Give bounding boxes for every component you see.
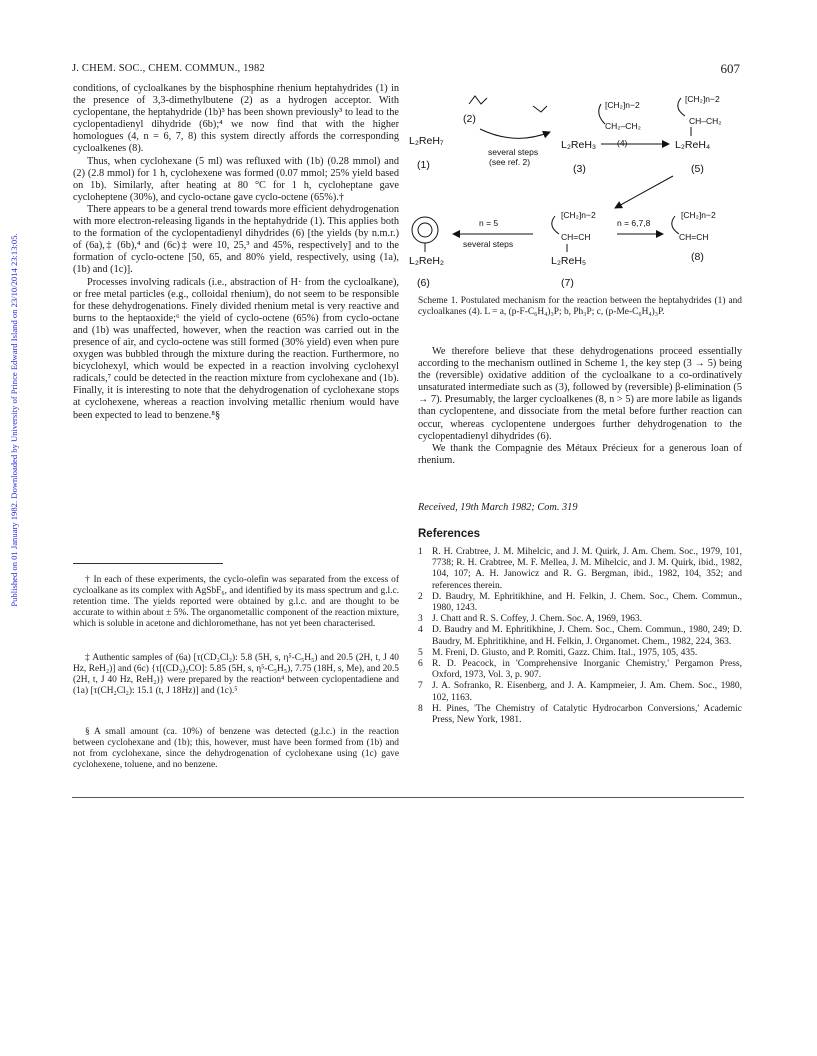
ring-7-arc (552, 216, 559, 234)
reference-text: R. D. Peacock, in 'Comprehensive Inorganic Chemistry,' Pergamon Press, Oxford, 1973, Vol. 3, p. 907. (432, 659, 742, 681)
ring-5-methylene: [CH₂]n−2 (685, 94, 720, 104)
footnote-dagger (73, 575, 399, 630)
compound-1-formula: L₂ReH₇ (409, 135, 444, 147)
several-steps-label-2: several steps (463, 239, 514, 249)
scheme-caption: Scheme 1. Postulated mechanism for the reaction between the heptahydrides (1) and cycloalkanes (4). L = a, (p-F-C₆H₄)₃P; b, Ph₃P; c, (p-Me-C₆H₄)₃P. (418, 296, 742, 317)
reference-item (418, 547, 742, 592)
compound-1-label: (1) (417, 159, 430, 171)
reference-number: 6 (418, 659, 423, 670)
several-steps-label-1: several steps (488, 147, 539, 157)
reference-item (418, 614, 742, 625)
reference-text: D. Baudry, M. Ephritikhine, and H. Felkin, J. Chem. Soc., Chem. Commun., 1980, 1243. (432, 591, 742, 614)
ring-8-arc (672, 216, 679, 234)
reference-text: J. Chatt and R. S. Coffey, J. Chem. Soc. A, 1969, 1963. (432, 614, 643, 625)
compound-3-formula: L₂ReH₃ (561, 139, 597, 151)
ring-5-bond: CH–CH₂ (689, 116, 722, 126)
right-column-body (418, 346, 742, 467)
compound-3-label: (3) (573, 163, 586, 175)
reference-text: H. Pines, 'The Chemistry of Catalytic Hydrocarbon Conversions,' Academic Press, New York, 1981. (432, 703, 742, 726)
reference-text: J. A. Sofranko, R. Eisenberg, and J. A. Kampmeier, J. Am. Chem. Soc., 1980, 102, 1163. (432, 681, 742, 703)
footnote-double-dagger-text: ‡ Authentic samples of (6a) [τ(CD₂Cl₂): 5.8 (5H, s, η⁵-C₅H₅) and 20.5 (2H, t, J 40 Hz, ReH₂)] and (6c) {τ[(CD₃)₂CO]: 5.85 (5H, s, η⁵-C₅H₅), 7.75 (18H, s, Me), and 20.5 (2H, t, J 40 Hz, ReH₂)} were prepared by the reaction⁴ between cyclopentadiene and (1a) [τ(CH₂Cl₂): 15.1 (t, J 18Hz)] and (1c).⁵ (73, 653, 399, 696)
paragraph-6: We thank the Compagnie des Métaux Précieux for a generous loan of rhenium. (418, 442, 742, 466)
n678-label: n = 6,7,8 (617, 218, 651, 228)
left-column-body (73, 83, 399, 422)
references-heading: References (418, 528, 481, 540)
page-header (72, 63, 740, 79)
reference-text: M. Freni, D. Giusto, and P. Romiti, Gazz. Chim. Ital., 1975, 105, 435. (432, 647, 698, 658)
download-watermark-text[interactable]: Published on 01 January 1982. Downloaded by University of Prince Edward Island on 23/10/2014 23:13:05. (9, 233, 19, 607)
references-list (418, 547, 742, 726)
compound-7-formula: L₂ReH₅ (551, 255, 587, 267)
ring-4-bond: CH₂–CH₂ (605, 121, 641, 131)
ring-5-arc (678, 98, 685, 116)
reference-number: 8 (418, 703, 423, 714)
footnote-double-dagger (73, 653, 399, 697)
page-bottom-rule (72, 797, 744, 798)
page-number: 607 (720, 61, 740, 76)
compound-4-label: (4) (617, 138, 628, 148)
ring-7-double-bond: CH=CH (561, 232, 591, 242)
reference-number: 7 (418, 681, 423, 692)
reference-item (418, 659, 742, 681)
alkene-2-structure (469, 96, 487, 104)
reference-item (418, 681, 742, 703)
arrow-1-to-3 (480, 129, 550, 138)
reference-number: 2 (418, 591, 423, 602)
scheme-drawing (405, 84, 745, 294)
paragraph-1: conditions, of cycloalkanes by the bisphosphine rhenium heptahydrides (1) in the presence of 3,3-dimethylbutene (2) as a hydrogen acceptor. With cyclopentane, the heptahydride (1b)³ has been shown previously³ to lead to the cyclopentadienyl dihydride (6b);⁴ we now find that with the higher homologues (4, n = 6, 7, 8) this system directly affords the corresponding cycloalkenes (8). (73, 83, 399, 155)
reference-number: 1 (418, 547, 423, 557)
paragraph-3: There appears to be a general trend towards more efficient dehydrogenation with more electron-releasing ligands in the heptahydride (1). This applies both to the formation of the cyclopentadienyl dihydrides (6) [the yields (by n.m.r.) of (6a),‡ (6b),⁴ and (6c)‡ were 10, 25,³ and 45%, respectively] and to the formation of cyclo-octene [50, 65, and 80% yield, respectively, using (1a), (1b) and (1c)]. (73, 203, 400, 276)
compound-2-label: (2) (463, 113, 476, 125)
see-ref-label: (see ref. 2) (489, 157, 531, 167)
reference-item (418, 704, 742, 726)
arrow-5-to-7 (615, 176, 673, 208)
ring-4-methylene: [CH₂]n−2 (605, 100, 640, 110)
footnote-section (73, 727, 399, 771)
ring-8-double-bond: CH=CH (679, 232, 709, 242)
compound-6-formula: L₂ReH₂ (409, 255, 444, 267)
paragraph-2: Thus, when cyclohexane (5 ml) was refluxed with (1b) (0.28 mmol) and (2) (2.8 mmol) for 1 h, cyclohexene was formed (0.07 mmol; 25% yield based on 1b). Similarly, after heating at 80 °C for 1 h, cycloheptane gave cycloheptene (30%), and cyclo-octane gave cyclo-octene (65%).† (73, 155, 399, 203)
reference-item (418, 648, 742, 659)
reference-number: 3 (418, 614, 423, 625)
cyclopentadienyl-ring (412, 217, 438, 243)
compound-5-label: (5) (691, 163, 704, 175)
footnote-dagger-text: † In each of these experiments, the cyclo-olefin was separated from the excess of cycloalkane as its complex with AgSbF₆, and identified by its mass spectrum and g.l.c. retention time. The yields reported were obtained by g.l.c. and are thought to be accurate to within about ± 5%. The organometallic component of the reaction mixture, which is soluble in acetone and dichloromethane, has not yet been characterised. (73, 575, 399, 629)
reference-number: 4 (418, 625, 423, 636)
journal-title: J. CHEM. SOC., CHEM. COMMUN., 1982 (72, 63, 265, 74)
cyclopentadienyl-inner-ring (418, 223, 432, 237)
paragraph-4: Processes involving radicals (i.e., abstraction of H· from the cycloalkane), or free metal particles (e.g., colloidal rhenium), do not seem to be responsible for these dehydrogenations. Finely divided rhenium metal is very reactive and burns to the heptaoxide;⁶ the yield of cyclo-octene (65%) from cyclo-octane and (1b) was unaffected, however, when the reaction was carried out in the presence of air, and cyclo-octene was still formed (30% yield) even when pure oxygen was bubbled through the mixture during the reaction. Furthermore, no bicyclohexyl, which would be expected in a reaction involving cyclohexyl radicals,⁷ could be detected in the reaction mixture from cyclohexane and (1b). Finally, it is interesting to note that the dehydrogenation of cyclohexane stops at cyclohexene, whereas a reaction involving metallic rhenium would have been expected to lead to benzene.⁸§ (73, 276, 399, 421)
ring-7-methylene: [CH₂]n−2 (561, 210, 596, 220)
ring-8-methylene: [CH₂]n−2 (681, 210, 716, 220)
reference-item (418, 625, 742, 647)
reference-text: D. Baudry and M. Ephritikhine, J. Chem. Soc., Chem. Commun., 1980, 249; D. Baudry, M. Ephritikhine, and H. Felkin, J. Organomet. Chem., 1982, 224, 363. (432, 625, 742, 647)
received-date: Received, 19th March 1982; Com. 319 (418, 502, 578, 513)
footnote-section-text: § A small amount (ca. 10%) of benzene was detected (g.l.c.) in the reaction between cyclohexane and (1b); this, however, must have been formed from (1b) and not from cyclohexane, since the dehydrogenation of cyclohexane using (1c) gave cyclohexene, toluene, and no benzene. (73, 727, 399, 770)
reference-number: 5 (418, 647, 423, 658)
reaction-scheme (405, 84, 745, 294)
compound-6-label: (6) (417, 277, 430, 289)
compound-5-formula: L₂ReH₄ (675, 139, 711, 151)
compound-8-label: (8) (691, 251, 704, 263)
download-watermark (6, 180, 22, 660)
reference-item (418, 592, 742, 614)
footnote-divider (73, 563, 223, 564)
n5-label: n = 5 (479, 218, 499, 228)
paragraph-5: We therefore believe that these dehydrogenations proceed essentially according to the mechanism outlined in Scheme 1, the key step (3 → 5) being the (reversible) oxidative addition of the cycloalkane to a co-ordinatively unsaturated intermediate such as (3), followed by (reversible) β-elimination (5 → 7). Presumably, the larger cycloalkenes (8, n > 5) are more labile as ligands than cyclopentene, and dissociate from the metal before further reaction can occur, whereas cyclopentene undergoes further dehydrogenation to the cyclopentadienyl dihydrides (6). (418, 346, 742, 442)
reference-text: R. H. Crabtree, J. M. Mihelcic, and J. M. Quirk, J. Am. Chem. Soc., 1979, 101, 7738; R. H. Crabtree, M. F. Mellea, J. M. Mihelcic, and J. M. Quirk, ibid., 1982, 104, 107; A. H. Janowicz and R. G. Bergman, ibid., 1982, 104, 352; and references therein. (432, 547, 742, 591)
compound-7-label: (7) (561, 277, 574, 289)
alkane-structure (533, 106, 547, 112)
